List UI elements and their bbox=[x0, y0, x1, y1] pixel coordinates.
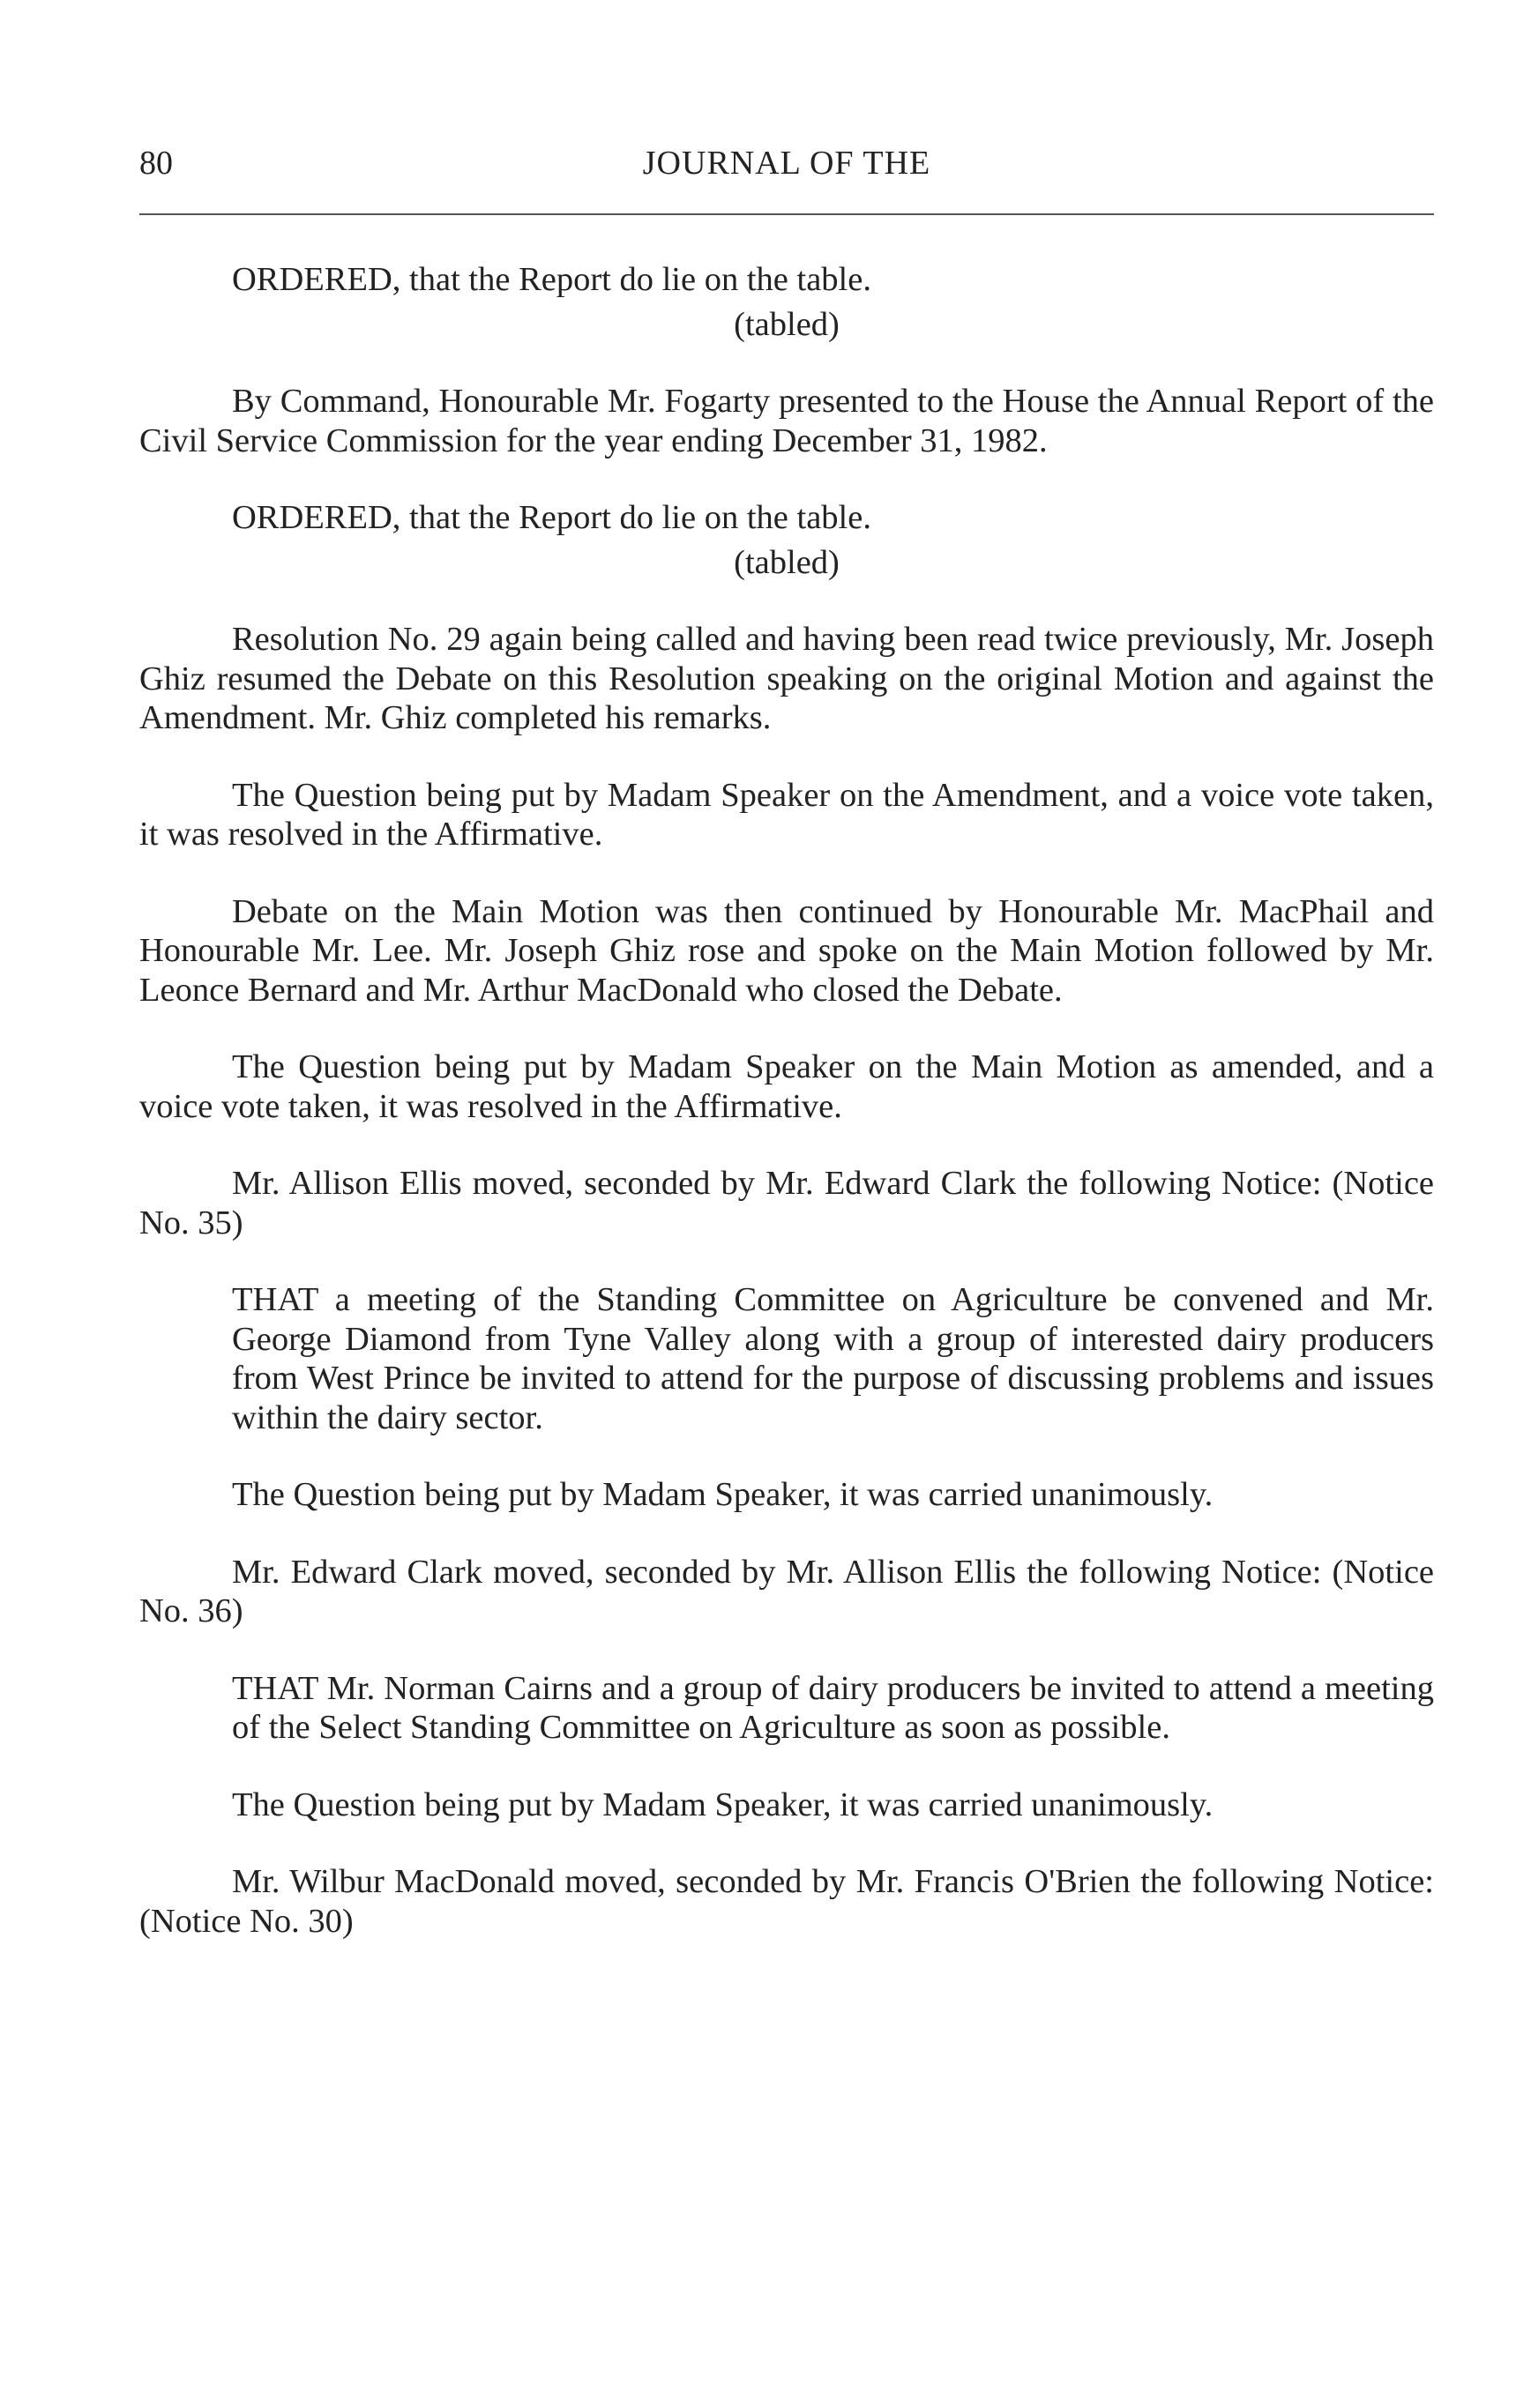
resolution-paragraph: Resolution No. 29 again being called and having been read twice previously, Mr. Joseph Ghiz resumed the Debate on this Resolution speaking on the original Motion and against the Amendment. Mr. Ghiz completed his remarks. bbox=[139, 621, 1434, 736]
running-head: JOURNAL OF THE bbox=[642, 145, 931, 182]
ordered-paragraph: ORDERED, that the Report do lie on the table. bbox=[232, 261, 871, 298]
notice-text: THAT Mr. Norman Cairns and a group of dairy producers be invited to attend a meeting of the Select Standing Committee on Agriculture as soon as possible. bbox=[232, 1669, 1434, 1746]
page-number: 80 bbox=[139, 145, 173, 182]
debate-paragraph: Debate on the Main Motion was then continued by Honourable Mr. MacPhail and Honourable Mr. Lee. Mr. Joseph Ghiz rose and spoke on the Main Motion followed by Mr. Leonce Bernard and Mr. Arthur MacDonald who closed the Debate. bbox=[139, 892, 1434, 1009]
question-paragraph: The Question being put by Madam Speaker, it was carried unanimously. bbox=[232, 1476, 1214, 1513]
motion-paragraph: Mr. Allison Ellis moved, seconded by Mr. Edward Clark the following Notice: (Notice No. 35) bbox=[139, 1165, 1434, 1241]
tabled-note: (tabled) bbox=[734, 305, 840, 343]
header-divider bbox=[139, 213, 1434, 215]
ordered-paragraph: ORDERED, that the Report do lie on the table. bbox=[232, 499, 871, 536]
command-paragraph: By Command, Honourable Mr. Fogarty presented to the House the Annual Report of the Civil Service Commission for the year ending December 31, 1982. bbox=[139, 383, 1434, 459]
page-header bbox=[139, 141, 1434, 185]
question-paragraph: The Question being put by Madam Speaker on the Amendment, and a voice vote taken, it was resolved in the Affirmative. bbox=[139, 776, 1434, 853]
tabled-note: (tabled) bbox=[734, 543, 840, 581]
motion-paragraph: Mr. Wilbur MacDonald moved, seconded by Mr. Francis O'Brien the following Notice: (Notice No. 30) bbox=[139, 1863, 1434, 1940]
motion-paragraph: Mr. Edward Clark moved, seconded by Mr. Allison Ellis the following Notice: (Notice No. 36) bbox=[139, 1553, 1434, 1629]
journal-body bbox=[139, 260, 1434, 1979]
notice-text: THAT a meeting of the Standing Committee on Agriculture be convened and Mr. George Diamond from Tyne Valley along with a group of interested dairy producers from West Prince be invited to attend for the purpose of discussing problems and issues within the dairy sector. bbox=[232, 1281, 1434, 1436]
question-paragraph: The Question being put by Madam Speaker on the Main Motion as amended, and a voice vote taken, it was resolved in the Affirmative. bbox=[139, 1048, 1434, 1125]
question-paragraph: The Question being put by Madam Speaker, it was carried unanimously. bbox=[232, 1785, 1214, 1823]
